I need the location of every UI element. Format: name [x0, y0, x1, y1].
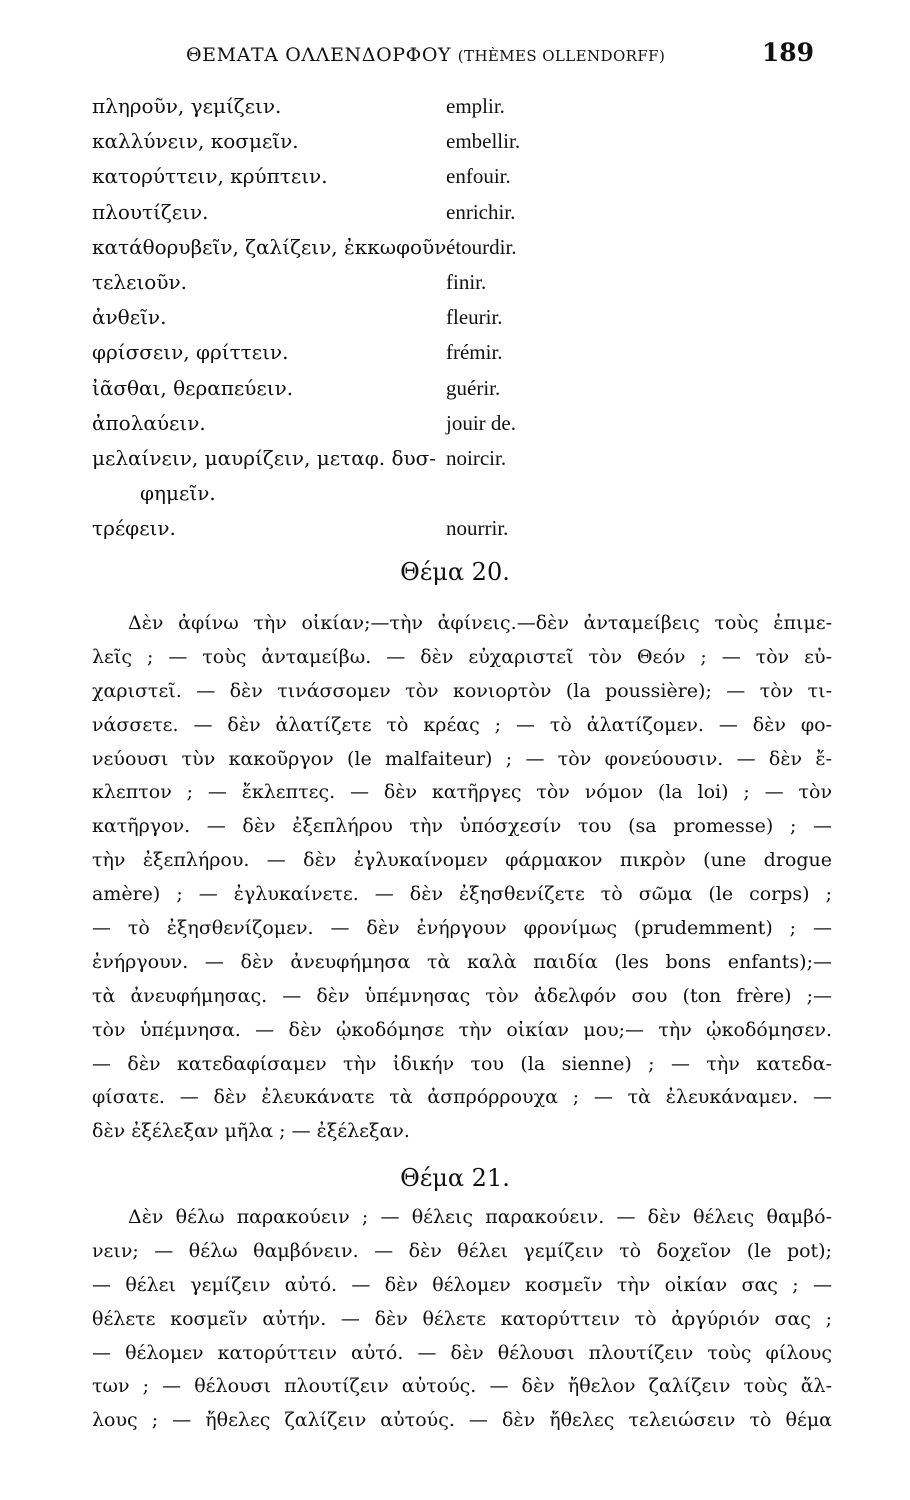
vocab-row	[92, 164, 832, 199]
vocab-french: guérir.	[446, 375, 501, 400]
text-line: λεῖς ; — τοὺς ἀνταμείβω. — δὲν εὐχαριστεῖ τὸν Θεόν ; — τὸν εὐ-	[92, 645, 832, 668]
vocab-greek: πλουτίζειν.	[92, 199, 209, 224]
vocab-french: frémir.	[446, 340, 503, 365]
text-line: νεύουσι τὺν κακοῦργον (le malfaiteur) ; — τὸν φονεύουσιν. — δὲν ἔ-	[92, 747, 832, 770]
vocab-row	[92, 200, 832, 235]
vocab-greek: μελαίνειν, μαυρίζειν, μεταφ. δυσ-	[92, 445, 437, 470]
vocab-greek: καλλύνειν, κοσμεῖν.	[92, 129, 299, 154]
text-line: Δὲν θέλω παρακούειν ; — θέλεις παρακούειν. — δὲν θέλεις θαμβό-	[128, 1206, 832, 1228]
text-line: — θέλει γεμίζειν αὐτό. — δὲν θέλομεν κοσμεῖν τὴν οἰκίαν σας ; —	[92, 1273, 832, 1296]
text-line: χαριστεῖ. — δὲν τινάσσομεν τὸν κονιορτὸν (la poussière); — τὸν τι-	[92, 679, 832, 702]
vocab-greek: ἀπολαύειν.	[92, 410, 206, 435]
text-line: amère) ; — ἐγλυκαίνετε. — δὲν ἐξησθενίζετε τὸ σῶμα (le corps) ;	[92, 883, 832, 906]
text-line: κατῆργον. — δὲν ἐξεπλήρου τὴν ὑπόσχεσίν του (sa promesse) ; —	[92, 815, 832, 838]
text-line: φίσατε. — δὲν ἐλευκάνατε τὰ ἀσπρόρρουχα ; — τὰ ἐλευκάναμεν. —	[92, 1086, 832, 1109]
vocab-row	[92, 340, 832, 375]
text-line: — δὲν κατεδαφίσαμεν τὴν ἰδικήν του (la sienne) ; — τὴν κατεδα-	[92, 1052, 832, 1075]
text-line: τὰ ἀνευφήμησας. — δὲν ὑπέμνησας τὸν ἀδελφόν σου (ton frère) ;—	[92, 984, 832, 1007]
vocab-row	[92, 94, 832, 129]
vocab-row	[92, 411, 832, 446]
vocab-french: enfouir.	[446, 164, 511, 189]
vocab-greek-continuation: φημεῖν.	[140, 481, 216, 506]
text-line: τὴν ἐξεπλήρου. — δὲν ἐγλυκαίνομεν φάρμακον πικρὸν (une drogue	[92, 849, 832, 872]
vocab-french: étourdir.	[446, 234, 517, 259]
text-line: ἐνήργουν. — δὲν ἀνευφήμησα τὰ καλὰ παιδία (les bons enfants);—	[92, 950, 832, 973]
text-line: θέλετε κοσμεῖν αὐτήν. — δὲν θέλετε κατορύττειν τὸ ἀργύριόν σας ;	[92, 1307, 832, 1330]
vocab-greek: φρίσσειν, φρίττειν.	[92, 340, 289, 365]
vocab-row	[92, 516, 832, 551]
vocab-french: nourrir.	[446, 516, 509, 541]
page-number: 189	[761, 38, 814, 67]
vocab-greek: τρέφειν.	[92, 516, 176, 541]
text-line: νάσσετε. — δὲν ἀλατίζετε τὸ κρέας ; — τὸ ἀλατίζομεν. — δὲν φο-	[92, 713, 832, 736]
vocab-french: jouir de.	[446, 410, 516, 435]
text-line: — τὸ ἐξησθενίζομεν. — δὲν ἐνήργουν φρονίμως (prudemment) ; —	[92, 917, 832, 940]
vocab-row	[92, 376, 832, 411]
text-line: νειν; — θέλω θαμβόνειν. — δὲν θέλει γεμίζειν τὸ δοχεῖον (le pot);	[92, 1239, 832, 1262]
vocab-row	[92, 481, 832, 516]
vocabulary-list	[92, 94, 832, 551]
vocab-french: enrichir.	[446, 199, 516, 224]
running-title-french: (THÈMES OLLENDORFF)	[457, 47, 666, 65]
theme-21-heading: Θέμα 21.	[400, 1164, 510, 1192]
vocab-row	[92, 305, 832, 340]
vocab-french: emplir.	[446, 94, 505, 118]
vocab-french: finir.	[446, 269, 487, 294]
running-title	[186, 44, 665, 66]
running-title-greek: ΘΕΜΑΤΑ ΟΛΛΕΝΔΟΡΦΟΥ	[186, 44, 452, 66]
running-header	[0, 34, 910, 74]
vocab-french: noircir.	[446, 445, 507, 470]
text-line: των ; — θέλουσι πλουτίζειν αὐτούς. — δὲν ἤθελον ζαλίζειν τοὺς ἄλ-	[92, 1375, 832, 1398]
vocab-greek: ἰᾶσθαι, θεραπεύειν.	[92, 375, 294, 400]
vocab-row	[92, 446, 832, 481]
vocab-french: fleurir.	[446, 305, 503, 330]
vocab-greek: κατάθορυβεῖν, ζαλίζειν, ἐκκωφοῦν.	[92, 234, 453, 259]
vocab-row	[92, 270, 832, 305]
vocab-row	[92, 235, 832, 270]
theme-21-text	[92, 1201, 832, 1438]
theme-20-text	[92, 607, 832, 1149]
text-line: Δὲν ἀφίνω τὴν οἰκίαν;—τὴν ἀφίνεις.—δὲν ἀνταμείβεις τοὺς ἐπιμε-	[128, 612, 832, 634]
vocab-greek: ἀνθεῖν.	[92, 305, 167, 330]
vocab-row	[92, 129, 832, 164]
text-line: — θέλομεν κατορύττειν αὐτό. — δὲν θέλουσι πλουτίζειν τοὺς φίλους	[92, 1341, 832, 1364]
text-line: τὸν ὑπέμνησα. — δὲν ᾠκοδόμησε τὴν οἰκίαν μου;— τὴν ᾠκοδόμησεν.	[92, 1018, 832, 1041]
theme-20-heading: Θέμα 20.	[400, 558, 510, 586]
text-line: δὲν ἐξέλεξαν μῆλα ; — ἐξέλεξαν.	[92, 1120, 410, 1143]
vocab-french: embellir.	[446, 129, 521, 154]
vocab-greek: πληροῦν, γεμίζειν.	[92, 94, 282, 118]
vocab-greek: κατορύττειν, κρύπτειν.	[92, 164, 328, 189]
vocab-greek: τελειοῦν.	[92, 269, 188, 294]
text-line: λους ; — ἤθελες ζαλίζειν αὐτούς. — δὲν ἤθελες τελειώσειν τὸ θέμα	[92, 1409, 832, 1432]
text-line: κλεπτον ; — ἔκλεπτες. — δὲν κατῆργες τὸν νόμον (la loi) ; — τὸν	[92, 781, 832, 804]
